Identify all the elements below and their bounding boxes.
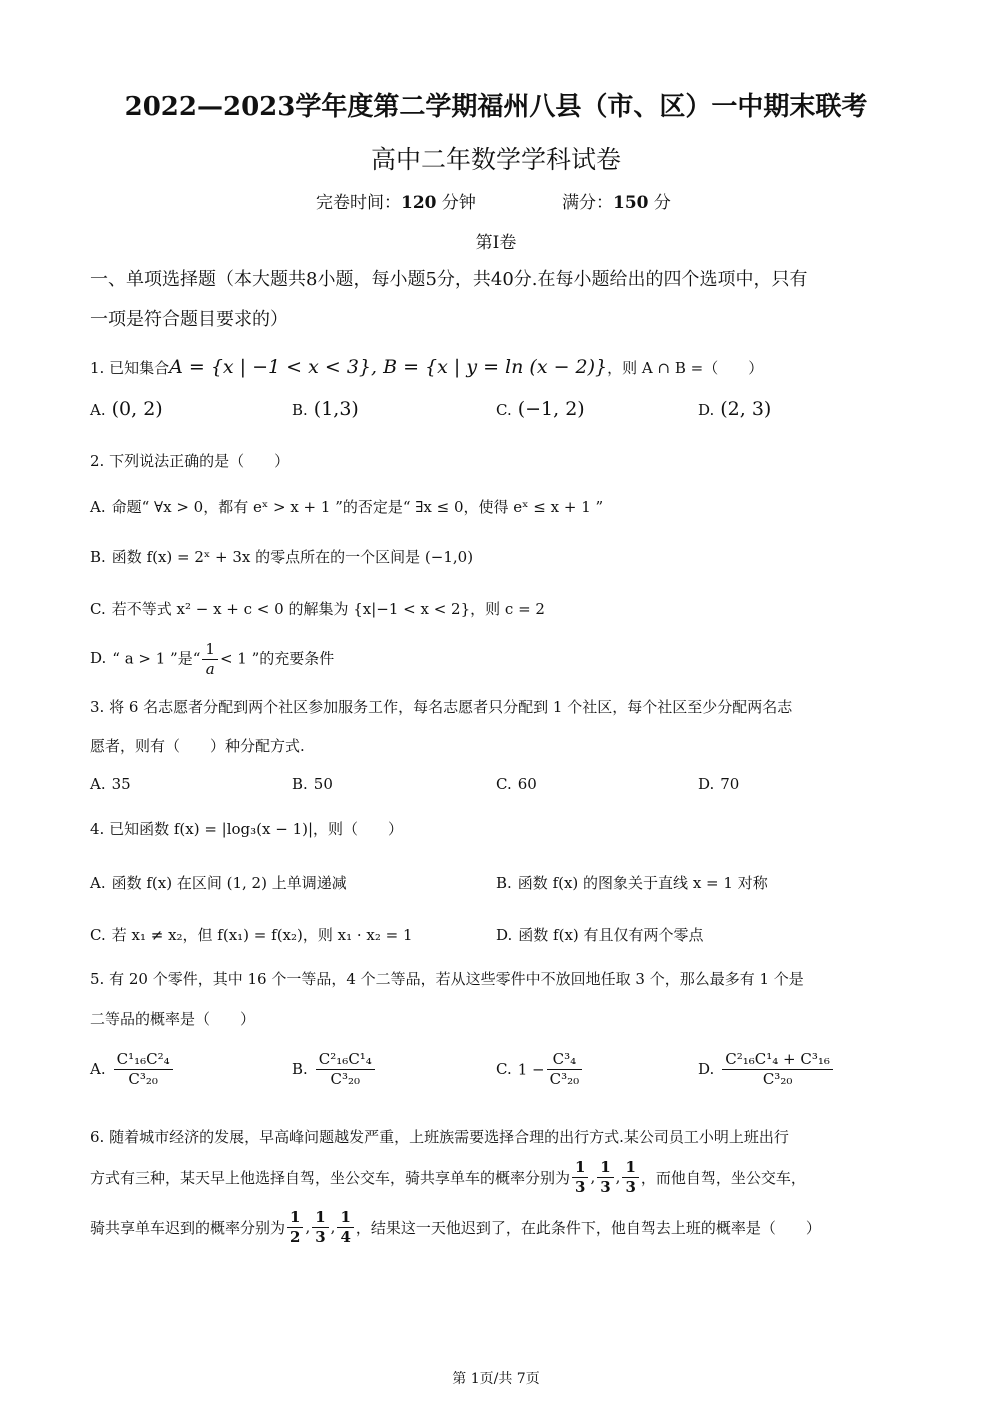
q1-sets-math: A = {x | −1 < x < 3}, B = {x | y = ln (x − 2)} xyxy=(169,356,608,378)
late-prob-fraction: $\frac{1}{3}$ xyxy=(312,1208,328,1247)
q2-option-a[interactable]: A. 命题“ ∀x > 0，都有 eˣ > x + 1 ”的否定是“ ∃x ≤ 0，使得 eˣ ≤ x + 1 ” xyxy=(90,498,604,516)
q2-option-c[interactable]: C. 若不等式 x² − x + c < 0 的解集为 {x|−1 < x < 2}，则 c = 2 xyxy=(90,600,545,618)
choice-prob-fraction: $\frac{1}{3}$ xyxy=(572,1158,588,1197)
time-unit: 分钟 xyxy=(441,193,476,213)
q3-option-b[interactable]: B. 50 xyxy=(292,775,333,793)
q4-option-a[interactable]: A. 函数 f(x) 在区间 (1, 2) 上单调递减 xyxy=(90,874,347,892)
late-probabilities: $\frac{1}{2}$ , $\frac{1}{3}$ , $\frac{1}{4}$ xyxy=(285,1217,356,1235)
question-3-stem-line2: 愿者，则有（ ）种分配方式. xyxy=(90,737,305,755)
q1-option-c[interactable]: C. (−1, 2) xyxy=(496,398,585,420)
q4-option-c[interactable]: C. 若 x₁ ≠ x₂，但 f(x₁) = f(x₂)，则 x₁ · x₂ = 1 xyxy=(90,926,413,944)
q4-option-b[interactable]: B. 函数 f(x) 的图象关于直线 x = 1 对称 xyxy=(496,874,768,892)
q5-option-c[interactable]: C. 1 − $\frac{\text{C³₄}}{\text{C³₂₀}}$ xyxy=(496,1050,584,1089)
question-4-stem: 4. 已知函数 f(x) = |log₃(x − 1)|，则（ ） xyxy=(90,820,404,838)
q3-option-d[interactable]: D. 70 xyxy=(698,775,740,793)
q1-option-b[interactable]: B. (1,3) xyxy=(292,398,359,420)
question-6-line1: 6. 随着城市经济的发展，早高峰问题越发严重，上班族需要选择合理的出行方式.某公司员工小明上班出行 xyxy=(90,1128,789,1146)
q4-option-d[interactable]: D. 函数 f(x) 有且仅有两个零点 xyxy=(496,926,704,944)
late-prob-fraction: $\frac{1}{2}$ xyxy=(287,1208,303,1247)
time-info xyxy=(316,188,476,213)
question-3-stem-line1: 3. 将 6 名志愿者分配到两个社区参加服务工作，每名志愿者只分配到 1 个社区，每个社区至少分配两名志 xyxy=(90,698,793,716)
score-label: 满分： xyxy=(562,193,613,213)
q3-option-c[interactable]: C. 60 xyxy=(496,775,537,793)
question-5-stem-line1: 5. 有 20 个零件，其中 16 个一等品，4 个二等品，若从这些零件中不放回地任取 3 个，那么最多有 1 个是 xyxy=(90,970,804,988)
choice-probabilities: $\frac{1}{3}$ , $\frac{1}{3}$ , $\frac{1}{3}$ xyxy=(570,1167,641,1185)
q5-option-a[interactable]: A. $\frac{\text{C¹₁₆C²₄}}{\text{C³₂₀}}$ xyxy=(90,1050,175,1089)
page-footer: 第 1页/共 7页 xyxy=(452,1371,540,1387)
section-heading-line1: 一、单项选择题（本大题共8小题，每小题5分，共40分.在每小题给出的四个选项中，只有 xyxy=(90,269,808,290)
q5-option-d[interactable]: D. $\frac{\text{C²₁₆C¹₄ + C³₁₆}}{\text{C³₂₀}}$ xyxy=(698,1050,835,1089)
volume-label: 第I卷 xyxy=(475,233,517,253)
q5-option-b[interactable]: B. $\frac{\text{C²₁₆C¹₄}}{\text{C³₂₀}}$ xyxy=(292,1050,377,1089)
q2d-fraction: $\frac{1}{a}$ xyxy=(202,640,218,679)
choice-prob-fraction: $\frac{1}{3}$ xyxy=(622,1158,638,1197)
score-value: 150 xyxy=(613,193,649,213)
score-unit: 分 xyxy=(653,193,671,213)
question-6-line3: 骑共享单车迟到的概率分别为 $\frac{1}{2}$ , $\frac{1}{3}$ , $\frac{1}{4}$ ，结果这一天他迟到了，在此条件下，他自驾去上班的概率是（ ） xyxy=(90,1208,821,1246)
q1-option-a[interactable]: A. (0, 2) xyxy=(90,398,163,420)
section-heading-line2: 一项是符合题目要求的） xyxy=(90,309,288,330)
time-label: 完卷时间： xyxy=(316,193,401,213)
late-prob-fraction: $\frac{1}{4}$ xyxy=(337,1208,353,1247)
q2-option-b[interactable]: B. 函数 f(x) = 2ˣ + 3x 的零点所在的一个区间是 (−1,0) xyxy=(90,548,474,566)
exam-title: 2022—2023学年度第二学期福州八县（市、区）一中期末联考 xyxy=(124,92,868,122)
choice-prob-fraction: $\frac{1}{3}$ xyxy=(597,1158,613,1197)
time-value: 120 xyxy=(401,193,437,213)
q2-option-d[interactable]: D. “ a > 1 ”是“ $\frac{1}{a}$ < 1 ”的充要条件 xyxy=(90,640,335,678)
question-6-line2: 方式有三种，某天早上他选择自驾，坐公交车，骑共享单车的概率分别为 $\frac{1}{3}$ , $\frac{1}{3}$ , $\frac{1}{3}$ ，而他自驾，坐公交车， xyxy=(90,1158,806,1196)
question-2-stem: 2. 下列说法正确的是（ ） xyxy=(90,452,290,470)
question-1-stem: 1. 已知集合A = {x | −1 < x < 3}, B = {x | y = ln (x − 2)}，则 A ∩ B =（ ） xyxy=(90,356,764,378)
q1-option-d[interactable]: D. (2, 3) xyxy=(698,398,772,420)
exam-subtitle: 高中二年数学学科试卷 xyxy=(370,145,621,174)
q3-option-a[interactable]: A. 35 xyxy=(90,775,131,793)
question-5-stem-line2: 二等品的概率是（ ） xyxy=(90,1010,256,1028)
score-info xyxy=(562,188,671,213)
